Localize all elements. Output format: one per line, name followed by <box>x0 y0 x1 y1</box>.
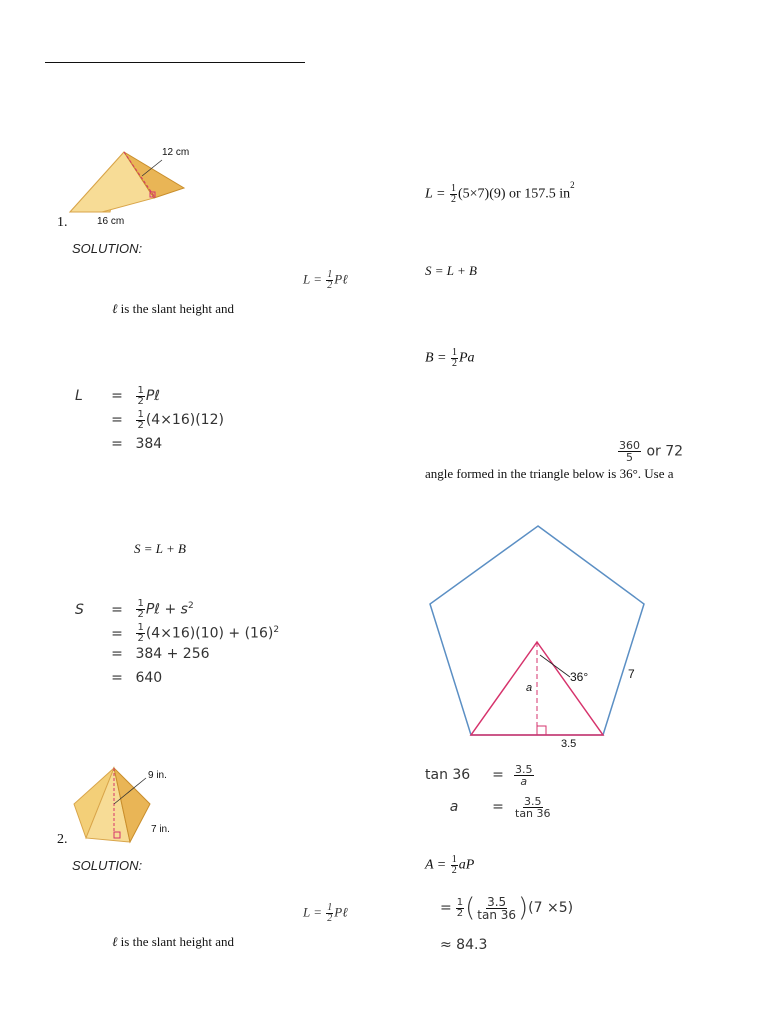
area-calc-line-3: ≈ 84.3 <box>440 937 488 953</box>
header-rule <box>45 62 305 63</box>
pentagon-figure <box>420 520 660 750</box>
central-angle-expression: $\frac{360}{5}$ or 72 <box>619 439 684 464</box>
area-calc-line-2: = $\frac{1}{2}$ ( $\frac{3.5}{\tan 36}$ ) (7 ×5) <box>440 893 574 923</box>
pentagon-outline <box>430 526 644 735</box>
tangent-equation: tan 36 = $\frac{3.5}{a}$ a = $\frac{3.5}{\tan 36}$ <box>425 762 551 820</box>
lateral-area-value: L = $\frac{1}{2}$ (5×7)(9) or 157.5 $in^2$ <box>425 180 575 205</box>
center-triangle <box>471 642 603 735</box>
surface-area-formula-right: S = L + B <box>425 263 477 278</box>
lateral-area-formula-1: L = $\frac{1}{2}$ Pℓ <box>303 269 348 291</box>
slant-height-note-1: ℓ is the slant height and <box>112 301 235 316</box>
slant-height-note-2: ℓ is the slant height and <box>112 934 235 949</box>
solution-label-1: SOLUTION: <box>72 241 143 256</box>
label-side-2: 7 in. <box>151 824 170 835</box>
label-base-edge: 16 cm <box>97 216 125 227</box>
pentagon-apothem-label: a <box>526 682 533 694</box>
lateral-area-formula-2: L = $\frac{1}{2}$ Pℓ <box>303 902 348 924</box>
label-slant-height: 12 cm <box>162 147 190 158</box>
surface-area-calc-1: S = $\frac{1}{2}$ Pℓ + $s^2$ = $\frac{1}{2}$ $(4\times 16)(10) + (16)^2$ = 384 + 256 = 640 <box>75 598 280 686</box>
problem-number-1: 1. <box>57 215 68 230</box>
label-slant-height-2: 9 in. <box>148 770 167 781</box>
pyramid-face-front <box>70 152 154 212</box>
surface-area-formula-1: S = L + B <box>134 541 186 556</box>
solution-label-2: SOLUTION: <box>72 858 143 873</box>
base-area-formula: B = $\frac{1}{2}$ Pa <box>425 347 475 369</box>
pentagon-angle-label: 36° <box>570 670 589 684</box>
pentagon-side-label: 7 <box>628 667 635 681</box>
angle-explanation-text: angle formed in the triangle below is 36°. Use a <box>425 466 674 481</box>
pentagon-half-side-label: 3.5 <box>561 738 577 750</box>
problem-number-2: 2. <box>57 832 68 847</box>
area-formula: A = $\frac{1}{2}$ aP <box>425 854 475 876</box>
lateral-area-calc-1: L = $\frac{1}{2}$ Pℓ = $\frac{1}{2}$ (4×16)(12) = 384 <box>75 384 224 452</box>
